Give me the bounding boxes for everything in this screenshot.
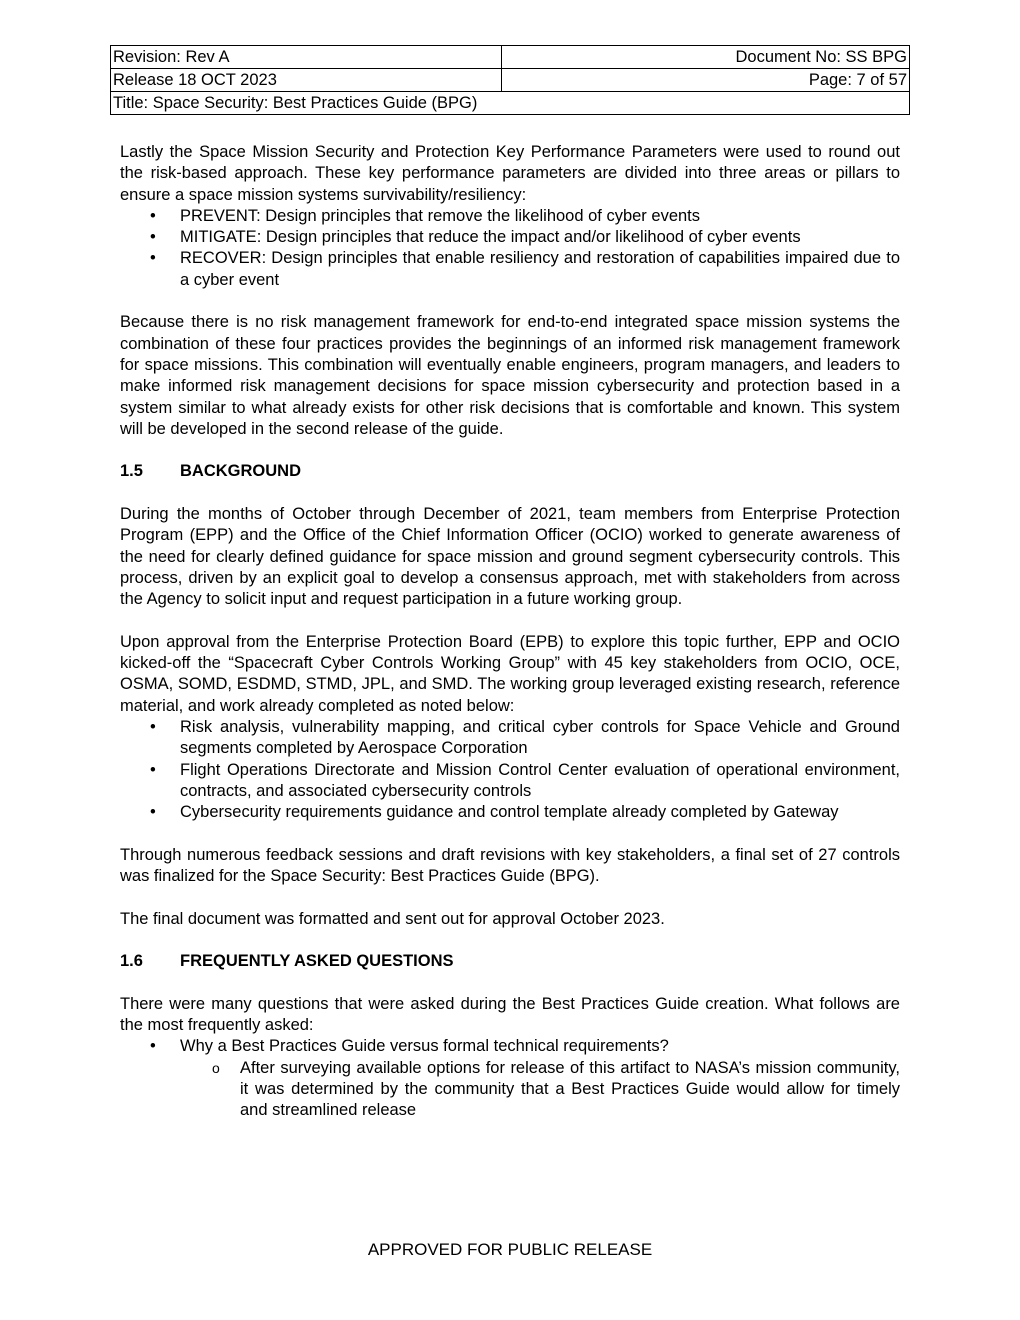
bullet-icon: • (150, 206, 156, 225)
document-number-cell: Document No: SS BPG (501, 46, 909, 69)
background-paragraph-1: During the months of October through December of 2021, team members from Enterprise Protection Program (EPP) and the Office of the Chief Information Officer (OCIO) worked to generate awareness of the need for clearly defined guidance for space mission and ground segment cybersecurity controls. This process, driven by an explicit goal to develop a consensus approach, met with stakeholders from across the Agency to solicit input and request participation in a future working group. (120, 505, 900, 609)
intro-paragraph: Lastly the Space Mission Security and Protection Key Performance Parameters were used to round out the risk-based approach. These key performance parameters are divided into three areas or pillars to ensure a space mission systems survivability/resiliency: (120, 143, 900, 204)
faq-question: • Why a Best Practices Guide versus formal technical requirements? (120, 1036, 900, 1057)
list-item: • MITIGATE: Design principles that reduce the impact and/or likelihood of cyber events (120, 227, 900, 248)
list-item: • PREVENT: Design principles that remove the likelihood of cyber events (120, 206, 900, 227)
page-footer: APPROVED FOR PUBLIC RELEASE (367, 1240, 653, 1259)
bullet-icon: • (150, 1037, 156, 1056)
faq-answer: o After surveying available options for release of this artifact to NASA’s mission community, it was determined by the community that a Best Practices Guide would allow for timely and streamlined release (212, 1058, 900, 1120)
release-date-cell: Release 18 OCT 2023 (111, 69, 502, 92)
section-heading-faq: 1.6 FREQUENTLY ASKED QUESTIONS (120, 952, 454, 971)
document-title-cell: Title: Space Security: Best Practices Guide (BPG) (111, 92, 910, 115)
framework-paragraph: Because there is no risk management framework for end-to-end integrated space mission systems the combination of these four practices provides the beginnings of an informed risk management framework for space missions. This combination will eventually enable engineers, program managers, and leaders to make informed risk management decisions for space mission cybersecurity and protection based in a system similar to what already exists for other risk decisions that is comfortable and known. This system will be developed in the second release of the guide. (120, 313, 900, 438)
bullet-icon: • (150, 228, 156, 247)
section-heading-background: 1.5 BACKGROUND (120, 462, 301, 481)
pillars-list (120, 206, 900, 291)
page-number-cell: Page: 7 of 57 (501, 69, 909, 92)
revision-cell: Revision: Rev A (111, 46, 502, 69)
sub-bullet-icon: o (212, 1059, 220, 1076)
background-paragraph-2: Upon approval from the Enterprise Protection Board (EPB) to explore this topic further, EPP and OCIO kicked-off the “Spacecraft Cyber Controls Working Group” with 45 key stakeholders from OCIO, OCE, OSMA, SOMD, ESDMD, STMD, JPL, and SMD. The working group leveraged existing research, reference material, and work already completed as noted below: (120, 632, 900, 715)
bullet-icon: • (150, 803, 156, 822)
bullet-icon: • (150, 249, 156, 268)
background-list (120, 717, 900, 823)
document-header-table (110, 45, 910, 115)
faq-answer-list (120, 1058, 900, 1122)
list-item: • RECOVER: Design principles that enable resiliency and restoration of capabilities impaired due to a cyber event (150, 249, 900, 289)
list-item: • Cybersecurity requirements guidance and control template already completed by Gateway (120, 802, 900, 823)
faq-intro-paragraph: There were many questions that were asked during the Best Practices Guide creation. What follows are the most frequently asked: (120, 994, 900, 1035)
background-paragraph-3: Through numerous feedback sessions and draft revisions with key stakeholders, a final set of 27 controls was finalized for the Space Security: Best Practices Guide (BPG). (120, 845, 900, 886)
background-paragraph-4: The final document was formatted and sent out for approval October 2023. (120, 909, 665, 928)
page-content (120, 142, 900, 1122)
list-item: • Flight Operations Directorate and Mission Control Center evaluation of operational environment, contracts, and associated cybersecurity controls (150, 760, 900, 800)
list-item: • Risk analysis, vulnerability mapping, and critical cyber controls for Space Vehicle and Ground segments completed by Aerospace Corporation (150, 718, 900, 758)
bullet-icon: • (150, 718, 156, 737)
bullet-icon: • (150, 760, 156, 779)
faq-list (120, 1036, 900, 1057)
